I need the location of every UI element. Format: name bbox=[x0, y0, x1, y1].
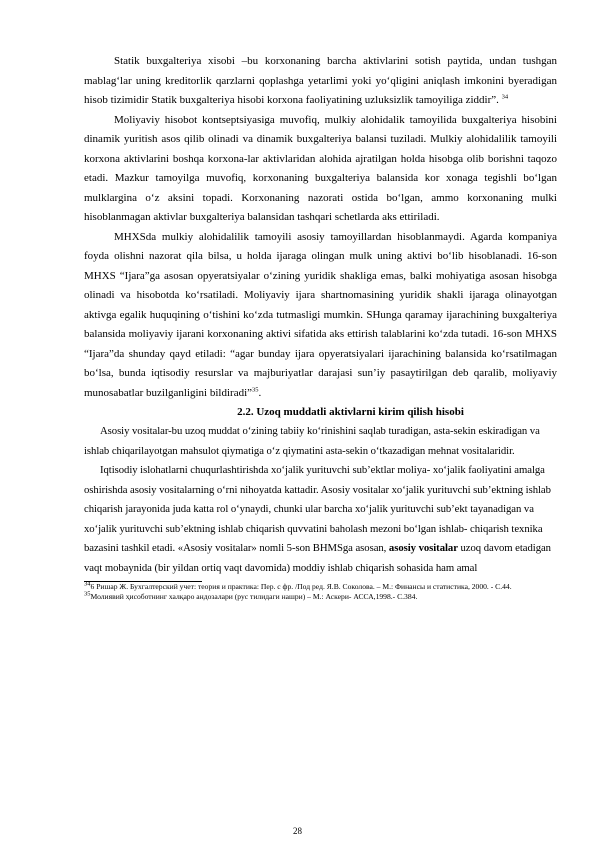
paragraph-text: MHXSda mulkiy alohidalilik tamoyili asosiy tamoyillardan hisoblanmaydi. Agarda kompaniya foyda olishni nazorat qila bilsa, u holda ijaraga olingan mulk uning aktivi bo‘lib hisoblanadi. 16-son MHXS “Ijara”ga asosan opyeratsiyalar o‘zining yuridik shakliga emas, balki mohiyatiga asosan hisobga olinadi va hisobotda ko‘rsatiladi. Moliyaviy ijara shartnomasining yuridik shakli ijaraga olinayotgan aktivga egalik huquqining o‘tishini ko‘zda tutmasligi mumkin. SHunga qaramay ijarachining buxgalteriya balansida moliyaviy ijarani korxonaning aktivi sifatida aks ettirish talablarini ko‘zda tutadi. 16-son MHXS “Ijara”da shunday qayd etiladi: “agar bunday ijara opyeratsiyalari ijarachining balansida ko‘rsatilmagan bo‘lsa, bunda iqtisodiy resurslar va majburiyatlar darajasi sun’iy pasaytirilgan deb qaralib, moliyaviy munosabatlar buzilganligini bildiradi” bbox=[84, 230, 557, 399]
section-heading: 2.2. Uzoq muddatli aktivlarni kirim qilish hisobi bbox=[237, 406, 464, 418]
section-paragraph: Asosiy vositalar-bu uzoq muddat o‘zining tabiiy ko‘rinishini saqlab turadigan, asta-sekin eskiradigan va ishlab chiqarilayotgan mahsulot qiymatiga o‘z qiymatini asta-sekin o‘tkazadigan mehnat vositalaridir. bbox=[84, 425, 540, 457]
paragraph-text: Statik buxgalteriya xisobi –bu korxonaning barcha aktivlarini sotish paytida, undan tushgan mablag‘lar uning kreditorlik qarzlarni qoplashga yetarlimi yoki yo‘qligini aniqlash imkonini byeradigan hisob tizimidir Statik buxgalteriya hisobi korxona faoliyatining uzluksizlik tamoyiliga ziddir”. bbox=[84, 55, 557, 106]
paragraph-text: uzoq davom etadigan vaqt mobaynida (bir yildan ortiq vaqt davomida) moddiy ishlab chiqarish sohasida ham amal bbox=[84, 542, 551, 574]
page-number: 28 bbox=[293, 826, 302, 836]
footnote-text: Молиявий ҳисоботнинг халқаро андозалари (рус тилидаги нашри) – М.: Аскери- АССА,1998.- С.384. bbox=[90, 591, 418, 601]
footnote-text: 6 Ришар Ж. Бухгалтерский учет: теория и практика: Пер. с фр. /Под ред. Я.В. Соколова. – М.: Финансы и статистика, 2000. - С.44. bbox=[90, 582, 512, 591]
document-page bbox=[84, 52, 557, 601]
footnote-reference[interactable]: 34 bbox=[501, 93, 509, 101]
footnote-mark: 35 bbox=[84, 590, 91, 598]
paragraph-suffix: . bbox=[258, 386, 262, 399]
bold-term: asosiy vositalar bbox=[388, 542, 458, 554]
body-paragraph bbox=[84, 52, 557, 111]
footnote bbox=[84, 582, 557, 592]
footnote-mark: 34 bbox=[84, 580, 91, 588]
body-paragraph bbox=[84, 111, 557, 228]
section-paragraph bbox=[84, 461, 557, 578]
paragraph-text: Iqtisodiy islohatlarni chuqurlashtirishda xo‘jalik yurituvchi sub’ektlar moliya- xo‘jalik faoliyatini amalga oshirishda asosiy vositalarning o‘rni nihoyatda kattadir. Asosiy vositalar xo‘jalik yurituvchi sub’ektning ishlab chiqarish jarayonida juda katta rol o‘ynaydi, chunki ular barcha xo‘jalik yurituvchi sub’ekt tayanadigan va xo‘jalik yurituvchi sub’ektning ishlab chiqarish quvvatini baholash mezoni bo‘lgan ishlab- chiqarish texnika bazasini tashkil etadi. «Asosiy vositalar» nomli 5-son BHMSga asosan, bbox=[84, 464, 551, 554]
footnote bbox=[84, 592, 557, 602]
paragraph-text: Moliyaviy hisobot kontseptsiyasiga muvofiq, mulkiy alohidalik tamoyilida buxgalteriya hisobini dinamik yuritish asos qilib olinadi va dinamik buxgalteriya balansi tuziladi. Mulkiy alohidalilik tamoyili korxona aktivlarini boshqa korxona-lar aktivlaridan alohida ajratilgan holda hisobga olib borishni taqozo etadi. Mazkur tamoyilga muvofiq, korxonaning buxgalteriya balansida kor xonaga tegishli bo‘lgan mulklargina o‘z aksini topadi. Korxonaning nazorati ostida bo‘lgan, ammo korxonaning mulki hisoblanmagan aktivlar buxgalteriya balansidan tashqari schetlarda aks ettiriladi. bbox=[84, 113, 557, 223]
body-paragraph bbox=[84, 228, 557, 404]
footnote-reference[interactable]: 35 bbox=[252, 385, 259, 393]
